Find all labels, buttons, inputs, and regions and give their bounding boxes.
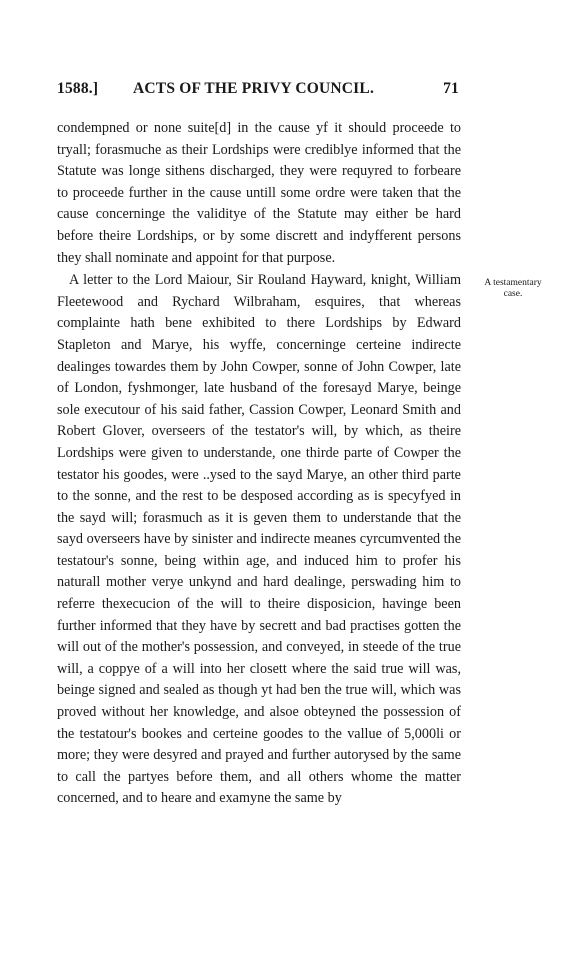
margin-note-line-2: case. <box>503 289 523 299</box>
paragraph-letter: A letter to the Lord Maiour, Sir Rouland Hayward, knight, William Fleetewood and Rychard Wilbraham, esquires, that whereas complainte hath bene exhibited to there Lordships by Edward Stapleton and Marye, his wyffe, concerninge certeine indirecte dealinges towardes them by John Cowper, sonne of John Cowper, late of London, fyshmonger, late husband of the foresayd Marye, beinge sole executour of his said father, Cassion Cowper, Leonard Smith and Robert Glover, overseers of the testator's will, by which, as theire Lordships were given to understande, one thirde parte of Cowper the testator his goodes, were ..ysed to the sayd Marye, an other third parte to the sonne, and the rest to be desposed according as is specyfyed in the sayd will; forasmuch as it is geven them to understande that the sayd overseers have by sinister and indirecte meanes cyrcumvented the testatour's sonne, being within age, and induced him to profer his naturall mother verye unkynd and hard dealinge, perswading him to referre thexecucion of the will to theire disposicion, havinge been further informed that they have by secrett and bad practises gotten the will out of the mother's possession, and conveyed, in steede of the true will, a coppye of a will into her closett where the said true will was, beinge signed and sealed as though yt had ben the true will, which was proved without her knowledge, and alsoe obteyned the possession of the testatour's bookes and certeine goodes to the vallue of 5,000li or more; they were desyred and prayed and further autorysed by the same to call the partyes before them, and all others whome the matter concerned, and to heare and examyne the same by <box>57 272 461 807</box>
margin-note-line-1: A testamentary <box>484 278 542 288</box>
header-year: 1588.] <box>57 80 99 97</box>
page-number: 71 <box>443 80 459 97</box>
margin-note <box>467 278 559 300</box>
body-text <box>57 118 461 810</box>
paragraph-continuation: condempned or none suite[d] in the cause yf it should proceede to tryall; forasmuche as their Lordships were crediblye informed that the Statute was longe sithens discharged, they were requyred to forbeare to proceede further in the cause untill some ordre were taken that the cause concerninge the validitye of the Statute may either be hard before theire Lordships, or by some discrett and indyfferent persons they shall nominate and appoint for that purpose. <box>57 120 461 266</box>
running-header <box>57 80 459 104</box>
header-title: ACTS OF THE PRIVY COUNCIL. <box>133 80 375 97</box>
